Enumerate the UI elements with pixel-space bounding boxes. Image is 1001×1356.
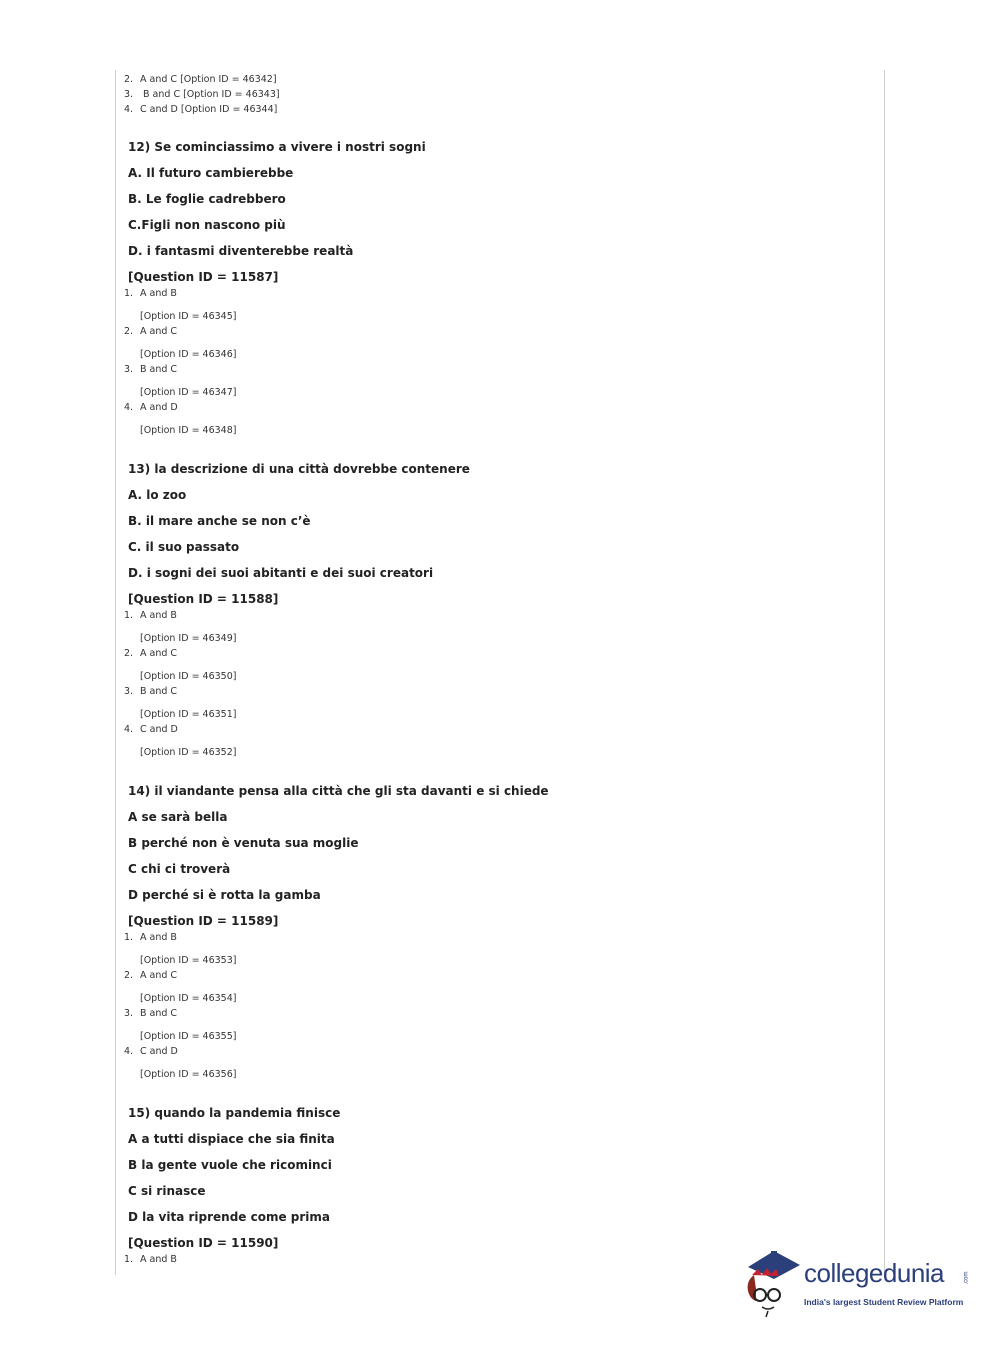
- logo-wordmark: collegedunia: [804, 1258, 945, 1288]
- question-block: [124, 462, 864, 761]
- option-item: 1. A and B [Option ID = 46345]: [124, 287, 864, 325]
- page-frame-right: [884, 70, 885, 1275]
- statement: D. i fantasmi diventerebbe realtà: [128, 244, 354, 258]
- option-list: [124, 609, 864, 761]
- option-id: [Option ID = 46356]: [140, 1069, 237, 1080]
- logo-tagline: India's largest Student Review Platform: [804, 1297, 964, 1307]
- option-id: [Option ID = 46345]: [140, 311, 237, 322]
- statement: A. lo zoo: [128, 488, 187, 502]
- statement: B. il mare anche se non c’è: [128, 514, 311, 528]
- statement: C.Figli non nascono più: [128, 218, 286, 232]
- option-label: B and C: [140, 364, 178, 375]
- option-list: [124, 287, 864, 439]
- option-label: C and D: [140, 1046, 178, 1057]
- option-line: 3. B and C [Option ID = 46343]: [124, 89, 280, 100]
- option-id: [Option ID = 46350]: [140, 671, 237, 682]
- statement: D. i sogni dei suoi abitanti e dei suoi creatori: [128, 566, 434, 580]
- question-block: [124, 784, 864, 1083]
- collegedunia-logo: [738, 1245, 978, 1320]
- option-id: [Option ID = 46351]: [140, 709, 237, 720]
- page-frame-left: [115, 70, 116, 1275]
- statement: A a tutti dispiace che sia finita: [128, 1132, 335, 1146]
- option-item: 2. A and C [Option ID = 46354]: [124, 969, 864, 1007]
- statement: D la vita riprende come prima: [128, 1210, 331, 1224]
- option-item: 4. C and D [Option ID = 46356]: [124, 1045, 864, 1083]
- question-id: [Question ID = 11590]: [128, 1236, 279, 1250]
- question-title: 13) la descrizione di una città dovrebbe contenere: [128, 462, 470, 476]
- option-label: B and C: [140, 686, 178, 697]
- option-label: A and C: [140, 970, 178, 981]
- option-label: A and B: [140, 610, 177, 621]
- option-label: A and C: [140, 326, 178, 337]
- option-item: 1. A and B [Option ID = 46349]: [124, 609, 864, 647]
- statement: A se sarà bella: [128, 810, 228, 824]
- question-title: 12) Se cominciassimo a vivere i nostri sogni: [128, 140, 426, 154]
- statement: B. Le foglie cadrebbero: [128, 192, 286, 206]
- question-block: [124, 140, 864, 439]
- option-id: [Option ID = 46352]: [140, 747, 237, 758]
- previous-options: [124, 72, 864, 117]
- option-item: 2. A and C [Option ID = 46346]: [124, 325, 864, 363]
- option-item: 3. B and C [Option ID = 46355]: [124, 1007, 864, 1045]
- option-label: A and B: [140, 1254, 177, 1265]
- question-id: [Question ID = 11589]: [128, 914, 279, 928]
- option-id: [Option ID = 46349]: [140, 633, 237, 644]
- option-id: [Option ID = 46353]: [140, 955, 237, 966]
- option-line: 2. A and C [Option ID = 46342]: [124, 74, 277, 85]
- statement: C. il suo passato: [128, 540, 240, 554]
- mascot-icon: [738, 1245, 804, 1320]
- logo-suffix: .com: [963, 1271, 970, 1285]
- option-item: 2. A and C [Option ID = 46350]: [124, 647, 864, 685]
- statement: D perché si è rotta la gamba: [128, 888, 321, 902]
- option-label: B and C: [140, 1008, 178, 1019]
- document-content: [124, 72, 864, 1266]
- option-label: A and B: [140, 932, 177, 943]
- option-item: 1. A and B [Option ID = 46353]: [124, 931, 864, 969]
- option-line: 4. C and D [Option ID = 46344]: [124, 104, 278, 115]
- option-label: A and B: [140, 288, 177, 299]
- option-item: 4. C and D [Option ID = 46352]: [124, 723, 864, 761]
- option-id: [Option ID = 46348]: [140, 425, 237, 436]
- option-label: A and C: [140, 648, 178, 659]
- option-item: 1. A and B: [124, 1254, 177, 1265]
- question-title: 15) quando la pandemia finisce: [128, 1106, 341, 1120]
- option-id: [Option ID = 46346]: [140, 349, 237, 360]
- question-block: [124, 1106, 864, 1266]
- option-item: 3. B and C [Option ID = 46347]: [124, 363, 864, 401]
- option-label: C and D: [140, 724, 178, 735]
- option-id: [Option ID = 46354]: [140, 993, 237, 1004]
- question-id: [Question ID = 11588]: [128, 592, 279, 606]
- statement: A. Il futuro cambierebbe: [128, 166, 294, 180]
- statement: C si rinasce: [128, 1184, 206, 1198]
- option-label: A and D: [140, 402, 178, 413]
- statement: B perché non è venuta sua moglie: [128, 836, 359, 850]
- statement: C chi ci troverà: [128, 862, 231, 876]
- statement: B la gente vuole che ricominci: [128, 1158, 332, 1172]
- option-id: [Option ID = 46355]: [140, 1031, 237, 1042]
- option-list: [124, 931, 864, 1083]
- option-id: [Option ID = 46347]: [140, 387, 237, 398]
- option-item: 4. A and D [Option ID = 46348]: [124, 401, 864, 439]
- question-id: [Question ID = 11587]: [128, 270, 279, 284]
- question-title: 14) il viandante pensa alla città che gli sta davanti e si chiede: [128, 784, 549, 798]
- option-item: 3. B and C [Option ID = 46351]: [124, 685, 864, 723]
